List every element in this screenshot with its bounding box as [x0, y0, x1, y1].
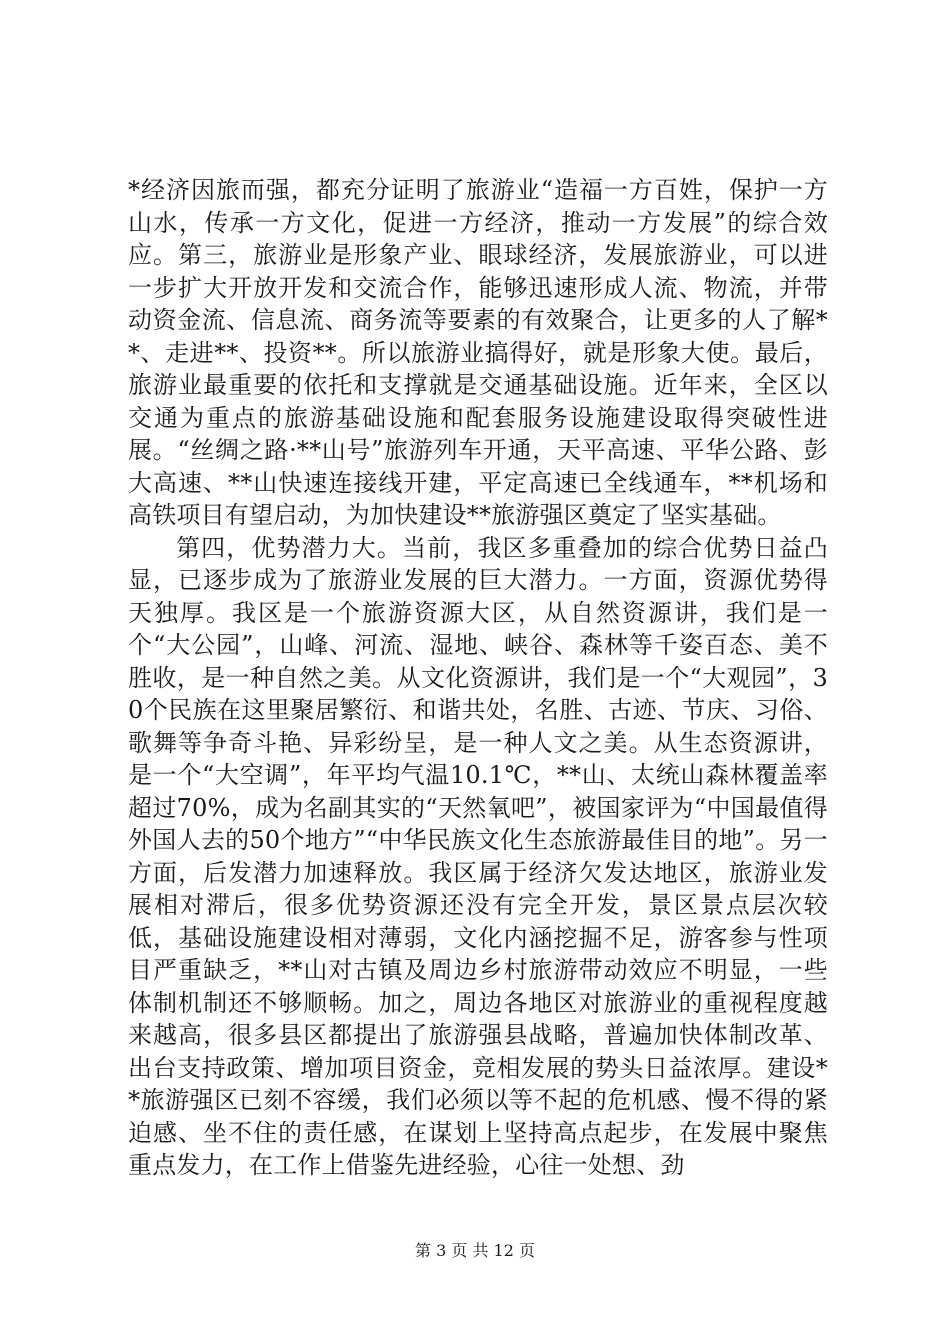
page-number-label: 第 3 页 共 12 页	[415, 1241, 535, 1260]
paragraph-1: *经济因旅而强，都充分证明了旅游业“造福一方百姓，保护一方山水，传承一方文化，促进一方经济，推动一方发展”的综合效应。第三，旅游业是形象产业、眼球经济，发展旅游业，可以进一步扩大开放开发和交流合作，能够迅速形成人流、物流，并带动资金流、信息流、商务流等要素的有效聚合，让更多的人了解**、走进**、投资**。所以旅游业搞得好，就是形象大使。最后，旅游业最重要的依托和支撑就是交通基础设施。近年来，全区以交通为重点的旅游基础设施和配套服务设施建设取得突破性进展。“丝绸之路·**山号”旅游列车开通，天平高速、平华公路、彭大高速、**山快速连接线开建，平定高速已全线通车，**机场和高铁项目有望启动，为加快建设**旅游强区奠定了坚实基础。	[128, 176, 828, 529]
document-body	[128, 174, 828, 1182]
paragraph-2: 第四，优势潜力大。当前，我区多重叠加的综合优势日益凸显，已逐步成为了旅游业发展的巨大潜力。一方面，资源优势得天独厚。我区是一个旅游资源大区，从自然资源讲，我们是一个“大公园”，山峰、河流、湿地、峡谷、森林等千姿百态、美不胜收，是一种自然之美。从文化资源讲，我们是一个“大观园”，30个民族在这里聚居繁衍、和谐共处，名胜、古迹、节庆、习俗、歌舞等争奇斗艳、异彩纷呈，是一种人文之美。从生态资源讲，是一个“大空调”，年平均气温10.1℃，**山、太统山森林覆盖率超过70%，成为名副其实的“天然氧吧”，被国家评为“中国最值得外国人去的50个地方”“中华民族文化生态旅游最佳目的地”。另一方面，后发潜力加速释放。我区属于经济欠发达地区，旅游业发展相对滞后，很多优势资源还没有完全开发，景区景点层次较低，基础设施建设相对薄弱，文化内涵挖掘不足，游客参与性项目严重缺乏，**山对古镇及周边乡村旅游带动效应不明显，一些体制机制还不够顺畅。加之，周边各地区对旅游业的重视程度越来越高，很多县区都提出了旅游强县战略，普遍加快体制改革、出台支持政策、增加项目资金，竞相发展的势头日益浓厚。建设**旅游强区已刻不容缓，我们必须以等不起的危机感、慢不得的紧迫感、坐不住的责任感，在谋划上坚持高点起步，在发展中聚焦重点发力，在工作上借鉴先进经验，心往一处想、劲	[128, 533, 828, 1179]
page-footer	[0, 1241, 950, 1261]
